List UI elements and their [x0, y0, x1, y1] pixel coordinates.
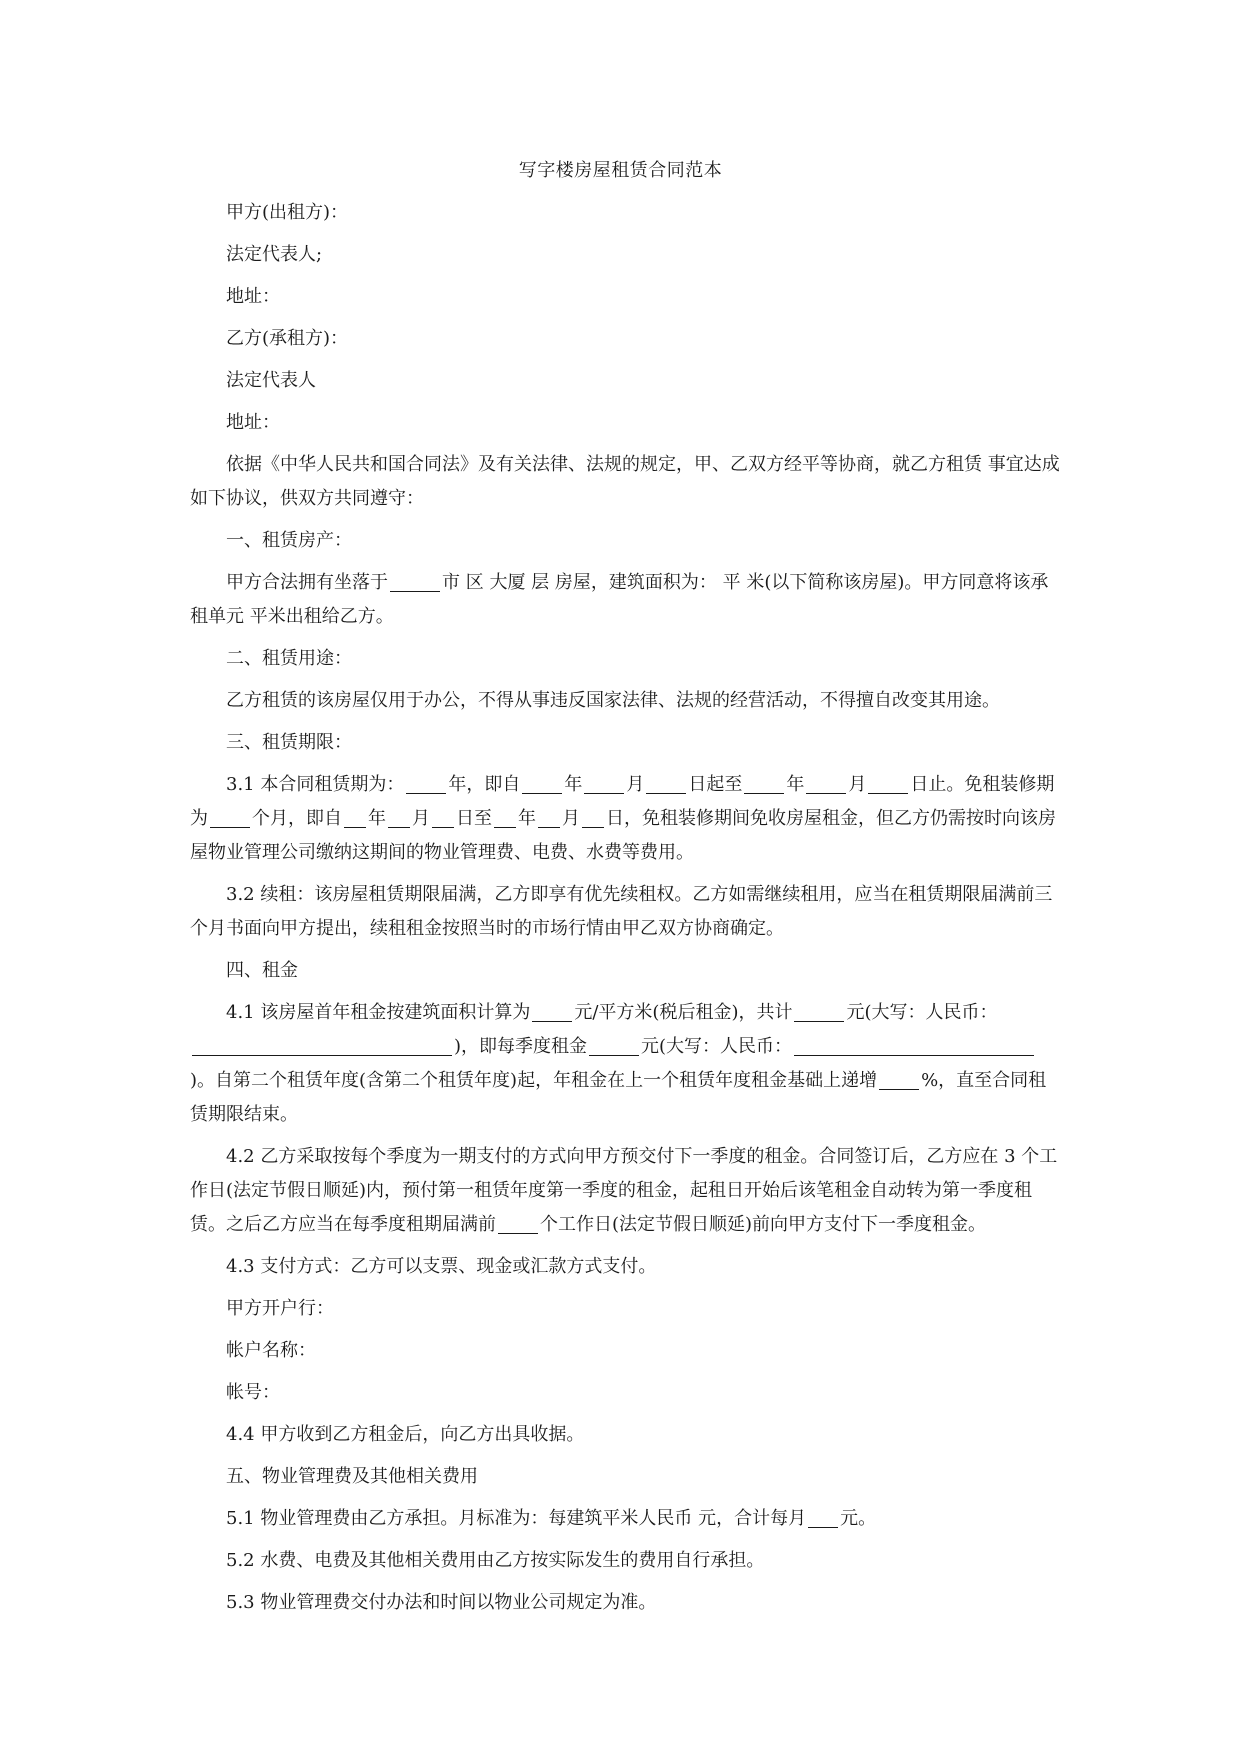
- text-run: 日止。免租装修期为: [190, 774, 1055, 829]
- section-1-title: 一、租赁房产：: [226, 530, 352, 551]
- clause-5-1: [190, 1502, 1060, 1536]
- text-run: 4.1 该房屋首年租金按建筑面积计算为: [226, 1002, 531, 1023]
- section-2-title: 二、租赁用途：: [226, 648, 352, 669]
- text-run: 甲方合法拥有坐落于: [226, 572, 388, 593]
- clause-4-3: 4.3 支付方式：乙方可以支票、现金或汇款方式支付。: [226, 1256, 657, 1277]
- text-run: %，直至合同租赁期限结束。: [190, 1070, 1047, 1125]
- blank-field: [589, 1033, 639, 1056]
- blank-field: [744, 771, 784, 794]
- blank-field: [808, 1505, 838, 1528]
- section-1-body: [190, 566, 1060, 634]
- blank-field: [522, 771, 562, 794]
- text-run: 元(大写：人民币：: [641, 1036, 793, 1057]
- document-title: 写字楼房屋租赁合同范本: [518, 160, 723, 181]
- text-run: 月: [626, 774, 645, 795]
- party-a-label: 甲方(出租方)：: [226, 202, 349, 223]
- blank-field: [498, 1211, 538, 1234]
- blank-field: [388, 805, 410, 828]
- section-4-title: 四、租金: [226, 960, 298, 981]
- section-3-title: 三、租赁期限：: [226, 732, 352, 753]
- text-run: 4.2 乙方采取按每个季度为一期支付的方式向甲方预交付下一季度的租金。合同签订后，乙方应在 3 个工作日(法定节假日顺延)内，预付第一租赁年度第一季度的租金，起租日开始后该笔租金自动转为第一季度租赁。之后乙方应当在每季度租期届满前: [190, 1146, 1058, 1235]
- clause-3-1: [190, 768, 1060, 870]
- text-run: 年，即自: [448, 774, 521, 795]
- clause-5-3: 5.3 物业管理费交付办法和时间以物业公司规定为准。: [226, 1592, 657, 1613]
- text-run: 月: [848, 774, 867, 795]
- blank-field: [868, 771, 908, 794]
- text-run: 5.1 物业管理费由乙方承担。月标准为：每建筑平米人民币 元，合计每月: [226, 1508, 807, 1529]
- text-run: 日起至: [688, 774, 743, 795]
- text-run: 月: [412, 808, 430, 829]
- blank-field: [192, 1033, 452, 1056]
- account-name-label: 帐户名称：: [226, 1340, 316, 1361]
- text-run: 日，免租装修期间免收房屋租金，但乙方仍需按时向该房屋物业管理公司缴纳这期间的物业管理费、电费、水费等费用。: [190, 808, 1056, 863]
- party-a-representative: 法定代表人;: [226, 244, 323, 265]
- blank-field: [806, 771, 846, 794]
- clause-4-2: [190, 1140, 1060, 1242]
- text-run: 年: [518, 808, 536, 829]
- text-run: )。自第二个租赁年度(含第二个租赁年度)起，年租金在上一个租赁年度租金基础上递增: [190, 1070, 878, 1091]
- blank-field: [794, 1033, 1034, 1056]
- blank-field: [344, 805, 366, 828]
- text-run: 个工作日(法定节假日顺延)前向甲方支付下一季度租金。: [540, 1214, 987, 1235]
- party-b-label: 乙方(承租方)：: [226, 328, 349, 349]
- party-b-address: 地址：: [226, 412, 280, 433]
- clause-3-2: 3.2 续租：该房屋租赁期限届满，乙方即享有优先续租权。乙方如需继续租用，应当在租赁期限届满前三个月书面向甲方提出，续租租金按照当时的市场行情由甲乙双方协商确定。: [190, 884, 1053, 939]
- intro-paragraph: 依据《中华人民共和国合同法》及有关法律、法规的规定，甲、乙双方经平等协商，就乙方租赁 事宜达成如下协议，供双方共同遵守：: [190, 454, 1060, 509]
- blank-field: [406, 771, 446, 794]
- text-run: 月: [562, 808, 580, 829]
- blank-field: [584, 771, 624, 794]
- account-number-label: 帐号：: [226, 1382, 280, 1403]
- blank-field: [879, 1067, 919, 1090]
- blank-field: [432, 805, 454, 828]
- blank-field: [494, 805, 516, 828]
- clause-5-2: 5.2 水费、电费及其他相关费用由乙方按实际发生的费用自行承担。: [226, 1550, 765, 1571]
- clause-4-1: [190, 996, 1060, 1132]
- party-b-representative: 法定代表人: [226, 370, 316, 391]
- text-run: 年: [564, 774, 583, 795]
- text-run: 日至: [456, 808, 492, 829]
- bank-label: 甲方开户行：: [226, 1298, 334, 1319]
- blank-field: [390, 569, 440, 592]
- text-run: 市 区 大厦 层 房屋，建筑面积为： 平 米(以下简称该房屋)。甲方同意将该承租单元 平米出租给乙方。: [190, 572, 1049, 627]
- blank-field: [794, 999, 844, 1022]
- blank-field: [646, 771, 686, 794]
- clause-4-4: 4.4 甲方收到乙方租金后，向乙方出具收据。: [226, 1424, 585, 1445]
- section-5-title: 五、物业管理费及其他相关费用: [226, 1466, 478, 1487]
- text-run: 3.1 本合同租赁期为：: [226, 774, 405, 795]
- text-run: )，即每季度租金: [454, 1036, 588, 1057]
- text-run: 个月，即自: [252, 808, 342, 829]
- text-run: 元(大写：人民币：: [846, 1002, 998, 1023]
- blank-field: [538, 805, 560, 828]
- section-2-body: 乙方租赁的该房屋仅用于办公，不得从事违反国家法律、法规的经营活动，不得擅自改变其用途。: [226, 690, 1000, 711]
- text-run: 年: [368, 808, 386, 829]
- text-run: 年: [786, 774, 805, 795]
- text-run: 元。: [840, 1508, 877, 1529]
- blank-field: [210, 805, 250, 828]
- party-a-address: 地址：: [226, 286, 280, 307]
- blank-field: [532, 999, 572, 1022]
- text-run: 元/平方米(税后租金)，共计: [574, 1002, 793, 1023]
- document-body: [190, 196, 1060, 1628]
- blank-field: [582, 805, 604, 828]
